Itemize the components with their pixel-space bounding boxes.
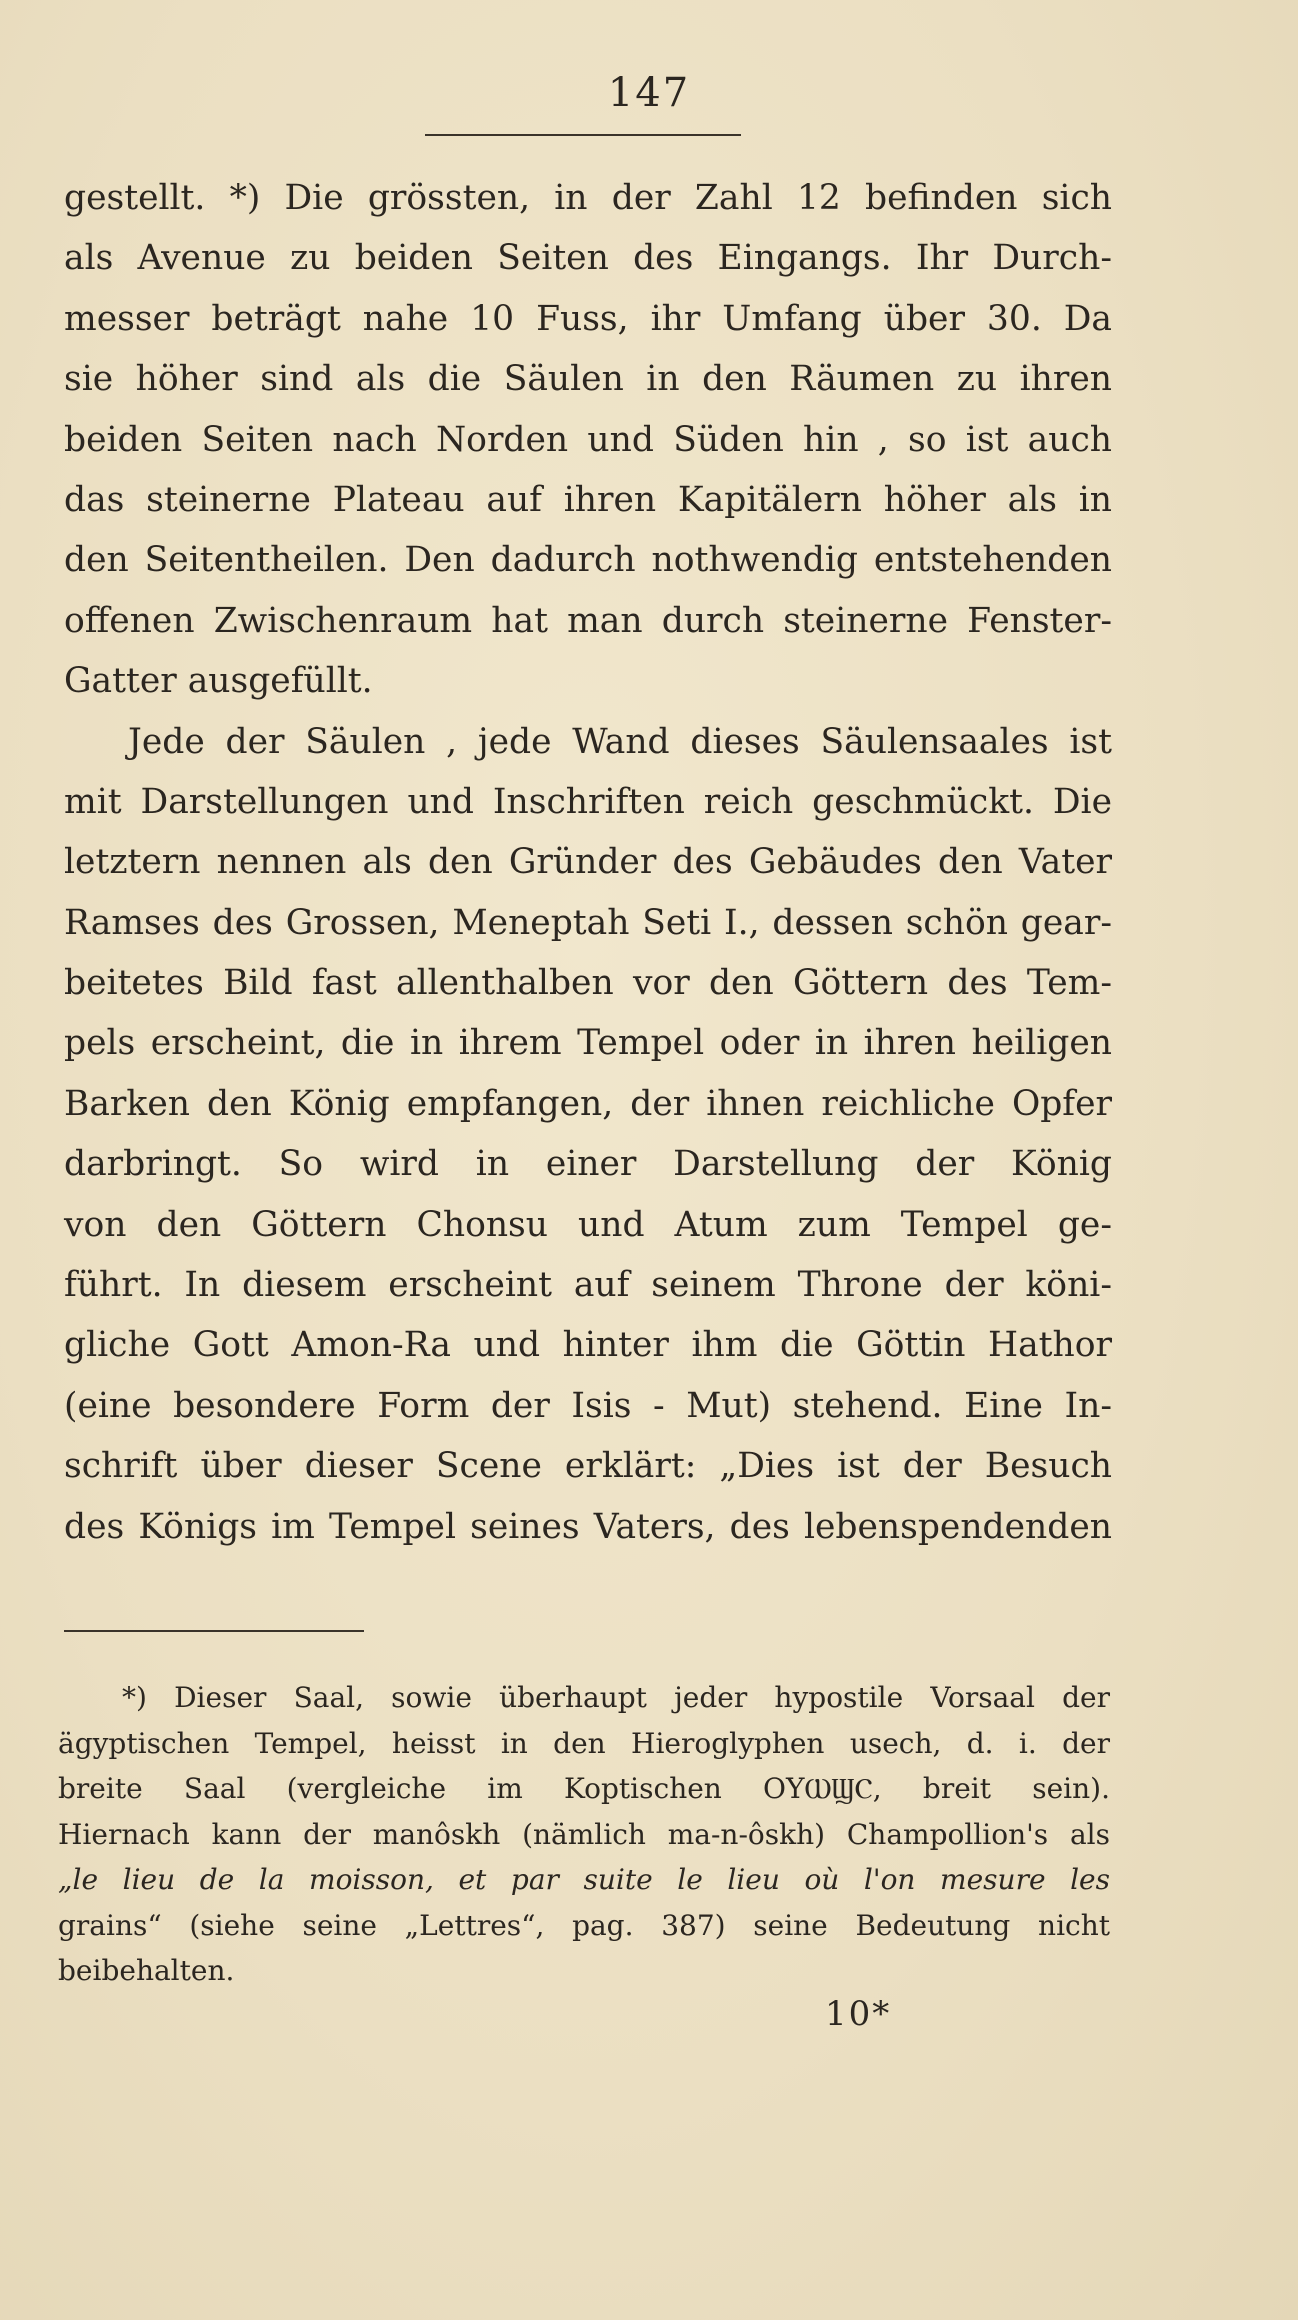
body-line: letztern nennen als den Gründer des Gebäudes den Vater xyxy=(64,842,1112,883)
body-line: offenen Zwischenraum hat man durch steinerne Fenster- xyxy=(64,600,1112,641)
header-rule xyxy=(425,134,741,136)
body-line: messer beträgt nahe 10 Fuss, ihr Umfang über 30. Da xyxy=(64,298,1112,339)
body-line: (eine besondere Form der Isis - Mut) stehend. Eine In- xyxy=(64,1385,1112,1426)
body-line: Barken den König empfangen, der ihnen reichliche Opfer xyxy=(64,1083,1112,1124)
footnote-line: breite Saal (vergleiche im Koptischen ΟΥⲰϢⲤ, breit sein). xyxy=(58,1772,1110,1805)
footnote-rule xyxy=(64,1630,364,1632)
body-line: schrift über dieser Scene erklärt: „Dies ist der Besuch xyxy=(64,1446,1112,1487)
footnote-line: *) Dieser Saal, sowie überhaupt jeder hypostile Vorsaal der xyxy=(122,1681,1110,1714)
body-line: pels erscheint, die in ihrem Tempel oder in ihren heiligen xyxy=(64,1023,1112,1064)
body-line: führt. In diesem erscheint auf seinem Throne der köni- xyxy=(64,1265,1112,1306)
footnote-line: „le lieu de la moisson, et par suite le lieu où l'on mesure les xyxy=(58,1863,1110,1896)
signature-mark: 10* xyxy=(825,1994,892,2034)
body-line: Ramses des Grossen, Meneptah Seti I., dessen schön gear- xyxy=(64,902,1112,943)
body-line: Gatter ausgefüllt. xyxy=(64,661,373,702)
body-text xyxy=(64,168,1112,1557)
footnote-line: grains“ (siehe seine „Lettres“, pag. 387) seine Bedeutung nicht xyxy=(58,1908,1110,1942)
body-line: mit Darstellungen und Inschriften reich geschmückt. Die xyxy=(64,781,1112,822)
body-line: von den Göttern Chonsu und Atum zum Tempel ge- xyxy=(64,1204,1112,1245)
body-line: sie höher sind als die Säulen in den Räumen zu ihren xyxy=(64,359,1112,400)
page-number: 147 xyxy=(607,70,691,116)
body-line: darbringt. So wird in einer Darstellung der König xyxy=(64,1144,1112,1185)
body-line: den Seitentheilen. Den dadurch nothwendig entstehenden xyxy=(64,540,1112,581)
body-line: gestellt. *) Die grössten, in der Zahl 12 befinden sich xyxy=(64,178,1112,218)
body-line: des Königs im Tempel seines Vaters, des lebenspendenden xyxy=(64,1506,1112,1547)
body-line: beitetes Bild fast allenthalben vor den Göttern des Tem- xyxy=(64,963,1112,1004)
body-line: beiden Seiten nach Norden und Süden hin , so ist auch xyxy=(64,419,1112,460)
body-line: als Avenue zu beiden Seiten des Eingangs. Ihr Durch- xyxy=(64,238,1112,279)
body-line: gliche Gott Amon-Ra und hinter ihm die Göttin Hathor xyxy=(64,1325,1112,1366)
body-line: das steinerne Plateau auf ihren Kapitälern höher als in xyxy=(64,479,1112,520)
footnote-line: Hiernach kann der manôskh (nämlich ma-n-ôskh) Champollion's als xyxy=(58,1817,1110,1851)
footnote xyxy=(58,1675,1110,1994)
footnote-line: beibehalten. xyxy=(58,1954,235,1987)
body-line: Jede der Säulen , jede Wand dieses Säulensaales ist xyxy=(128,721,1112,762)
footnote-line: ägyptischen Tempel, heisst in den Hieroglyphen usech, d. i. der xyxy=(58,1726,1110,1760)
